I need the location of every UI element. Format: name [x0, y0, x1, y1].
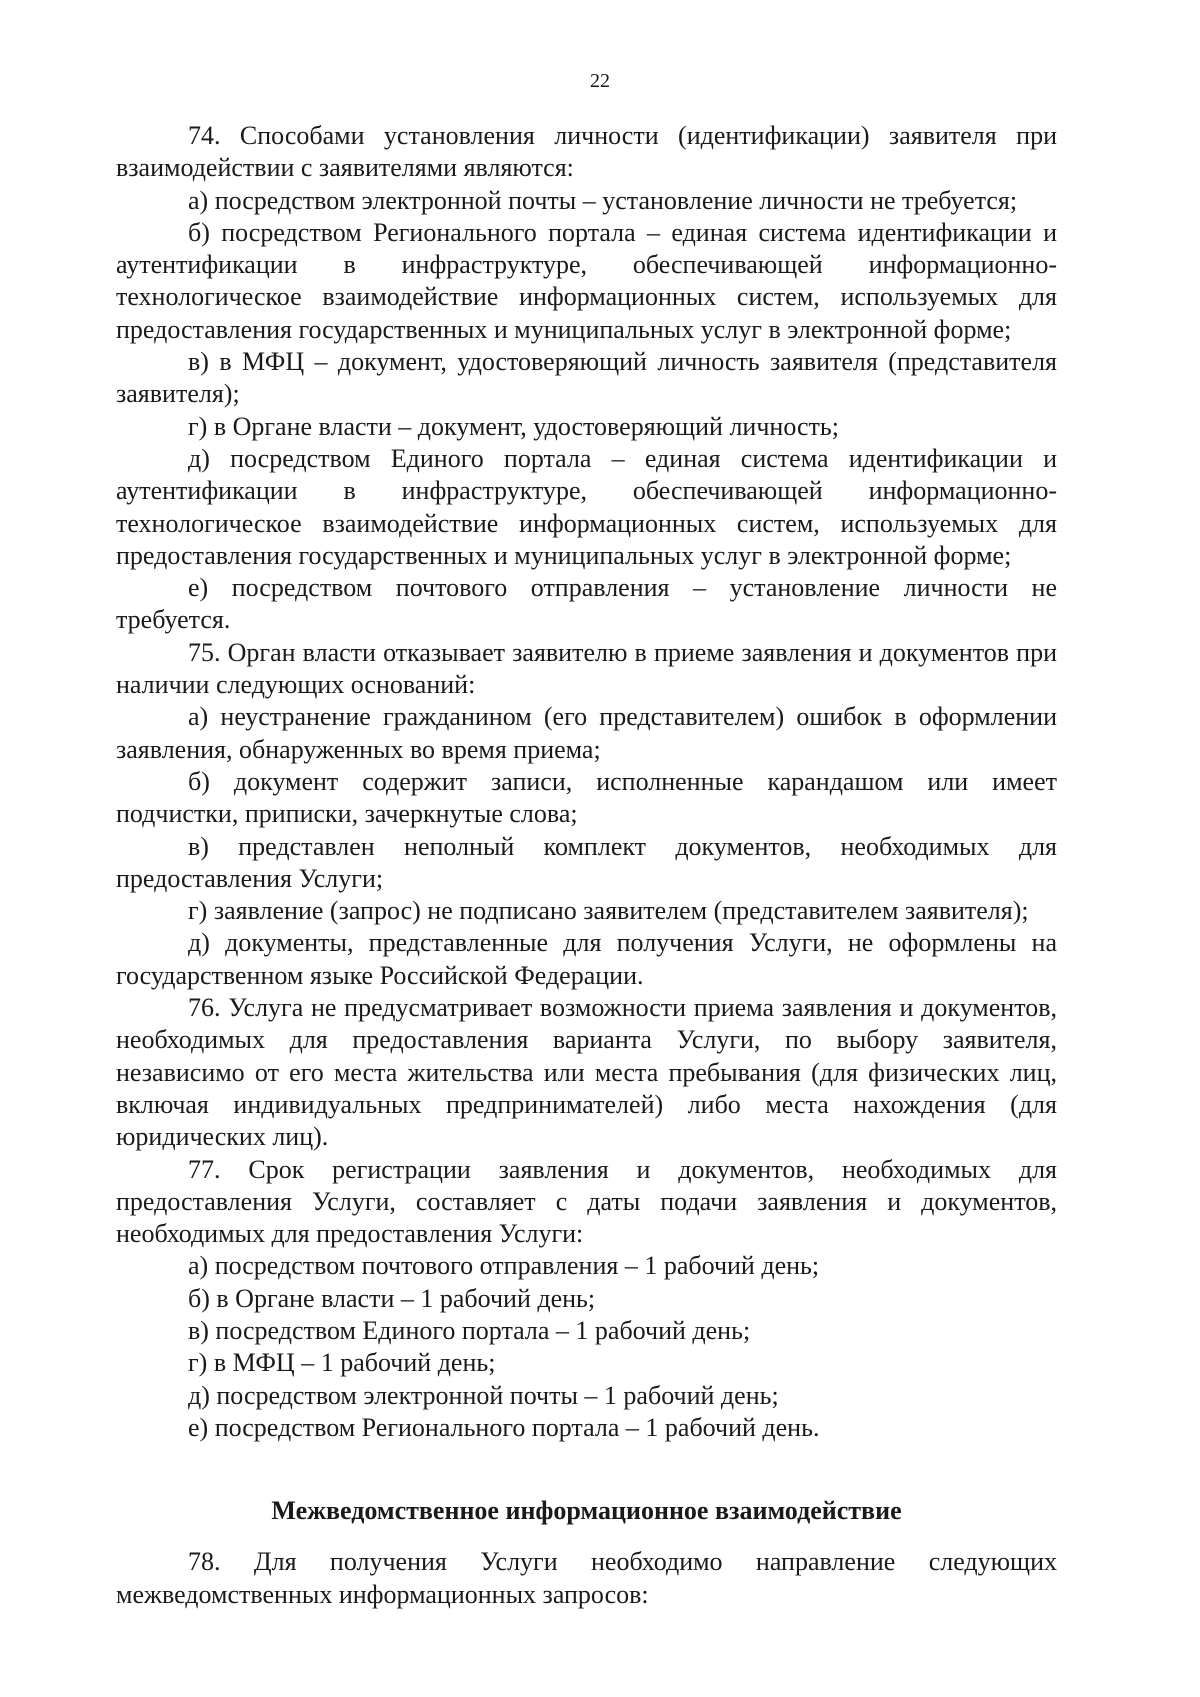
paragraph: в) представлен неполный комплект документов, необходимых для предоставления Услуги;	[116, 831, 1057, 893]
paragraph: д) посредством Единого портала – единая система идентификации и аутентификации в инфраструктуре, обеспечивающей информационно-технологическое взаимодействие информационных систем, используемых для предоставления государственных и муниципальных услуг в электронной форме;	[116, 443, 1057, 570]
paragraph: д) документы, представленные для получения Услуги, не оформлены на государственном языке Российской Федерации.	[116, 928, 1057, 990]
document-body	[116, 120, 1057, 1611]
paragraph: б) в Органе власти – 1 рабочий день;	[188, 1283, 596, 1313]
paragraph: б) документ содержит записи, исполненные карандашом или имеет подчистки, приписки, зачеркнутые слова;	[116, 766, 1057, 829]
paragraph: а) посредством почтового отправления – 1 рабочий день;	[188, 1251, 820, 1281]
paragraph: г) в Органе власти – документ, удостоверяющий личность;	[188, 411, 839, 441]
paragraph: 75. Орган власти отказывает заявителю в приеме заявления и документов при наличии следующих оснований:	[116, 637, 1057, 700]
paragraph: в) в МФЦ – документ, удостоверяющий личность заявителя (представителя заявителя);	[116, 347, 1057, 409]
paragraph: а) посредством электронной почты – установление личности не требуется;	[188, 185, 1018, 215]
paragraph: е) посредством почтового отправления – установление личности не требуется.	[116, 573, 1057, 635]
paragraph: 77. Срок регистрации заявления и документов, необходимых для предоставления Услуги, составляет с даты подачи заявления и документов, необходимых для предоставления Услуги:	[116, 1154, 1057, 1249]
section-heading: Межведомственное информационное взаимодействие	[271, 1496, 902, 1526]
paragraph: д) посредством электронной почты – 1 рабочий день;	[188, 1380, 779, 1410]
paragraph: г) в МФЦ – 1 рабочий день;	[188, 1348, 496, 1378]
paragraph: е) посредством Регионального портала – 1 рабочий день.	[188, 1412, 820, 1442]
paragraph: в) посредством Единого портала – 1 рабочий день;	[188, 1315, 751, 1345]
paragraph: б) посредством Регионального портала – единая система идентификации и аутентификации в инфраструктуре, обеспечивающей информационно-технологическое взаимодействие информационных систем, используемых для предоставления государственных и муниципальных услуг в электронной форме;	[116, 217, 1057, 344]
page-number: 22	[590, 70, 610, 92]
paragraph: а) неустранение гражданином (его представителем) ошибок в оформлении заявления, обнаруженных во время приема;	[116, 702, 1057, 764]
paragraph: 76. Услуга не предусматривает возможности приема заявления и документов, необходимых для предоставления варианта Услуги, по выбору заявителя, независимо от его места жительства или места пребывания (для физических лиц, включая индивидуальных предпринимателей) либо места нахождения (для юридических лиц).	[116, 993, 1057, 1152]
paragraph: 78. Для получения Услуги необходимо направление следующих межведомственных информационных запросов:	[116, 1547, 1057, 1609]
paragraph: г) заявление (запрос) не подписано заявителем (представителем заявителя);	[188, 896, 1029, 926]
paragraph: 74. Способами установления личности (идентификации) заявителя при взаимодействии с заявителями являются:	[116, 121, 1057, 183]
